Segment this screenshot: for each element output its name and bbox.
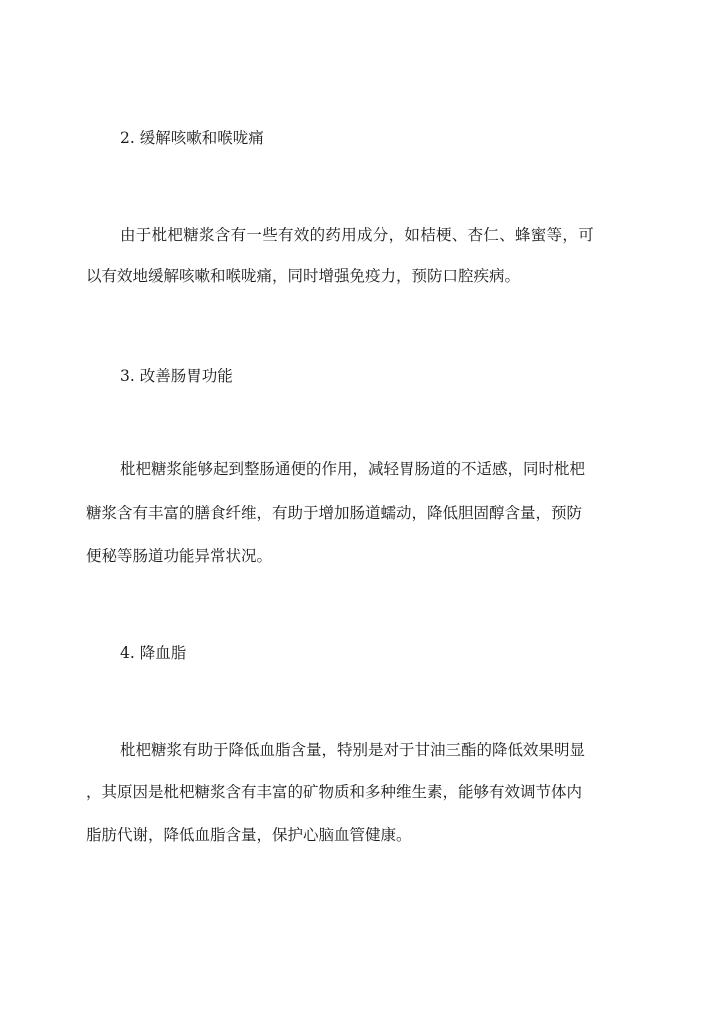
section-heading-3: 3. 改善肠胃功能 (120, 367, 233, 385)
section-heading-2: 2. 缓解咳嗽和喉咙痛 (120, 129, 264, 147)
paragraph-line: 脂肪代谢，降低血脂含量，保护心脑血管健康。 (86, 826, 412, 844)
paragraph-line: 便秘等肠道功能异常状况。 (86, 547, 273, 565)
paragraph-line: 由于枇杷糖浆含有一些有效的药用成分，如桔梗、杏仁、蜂蜜等，可 (120, 226, 595, 244)
paragraph-line: 枇杷糖浆有助于降低血脂含量，特别是对于甘油三酯的降低效果明显 (120, 741, 586, 759)
section-heading-4: 4. 降血脂 (120, 644, 187, 662)
paragraph-line: 枇杷糖浆能够起到整肠通便的作用，减轻胃肠道的不适感，同时枇杷 (120, 460, 586, 478)
paragraph-line: 以有效地缓解咳嗽和喉咙痛，同时增强免疫力，预防口腔疾病。 (86, 267, 521, 285)
paragraph-line: ，其原因是枇杷糖浆含有丰富的矿物质和多种维生素，能够有效调节体内 (86, 783, 583, 801)
paragraph-line: 糖浆含有丰富的膳食纤维，有助于增加肠道蠕动，降低胆固醇含量，预防 (86, 504, 583, 522)
